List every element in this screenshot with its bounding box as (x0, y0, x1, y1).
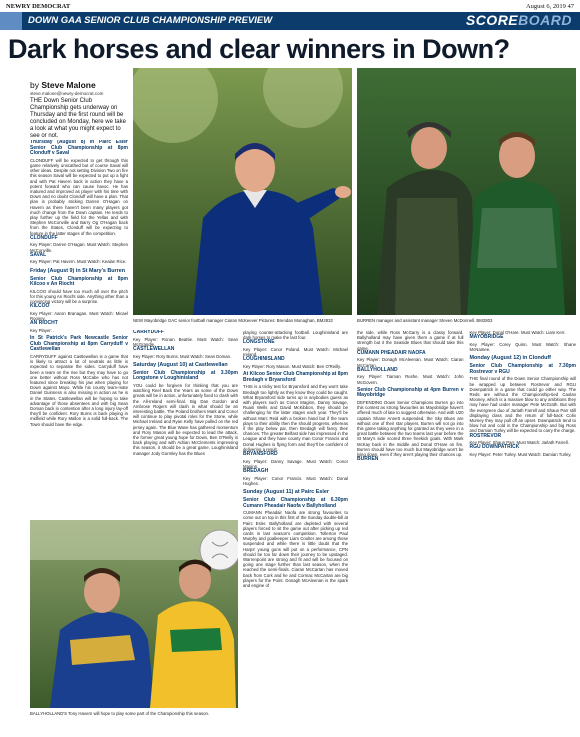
byline: by Steve Malone (30, 80, 96, 90)
team-name: RGU DOWNPATRICK (469, 444, 520, 451)
key-player: Key Player: . (30, 328, 55, 334)
burren-photo-art (357, 68, 576, 315)
article-paragraph: CARRYDUFF against Castlewellan is a game that is likely to attract a lot of neutrals as little is expected to separate the sides. Carryduff have been a team on the rise but they may have to go one better without Ross McCabe who has not featured since breaking his jaw when playing for Down against Mayo. While his county team-mate Daniel Guinness is also missing in action as he is in the States. Castlewellan will be hoping to take advantage of those absentees and with big Sean Doman back in contention after a long injury lay-off they'll be confident. Rory Burns is back playing in midfield while Rory Mallon is a solid full-back. The Town should have the edge. (30, 354, 128, 427)
date-page: August 6, 2019 47 (525, 3, 574, 10)
article-paragraph: playing counter-attacking football. Loughinisland are dark horses to make the last four. (243, 330, 348, 341)
team-name: SAVAL (30, 251, 47, 258)
article-paragraph: YOU could be forgiven for thinking that you are watching Reel Back the Years as some of the Down greats will be in action, unfortunately fixed to clash with the All-Ireland semi-final. Big Dan Gordon and Ambrose Rogers will clash in what should be an interesting battle. The Poland brothers Mark and Conor will continue to play pivotal roles for the Stone, while Michael Ireland and Ryan Kelly have pulled on the red jersey again. The Blue Wave has gathered momentum and Rory Mason will be expected to lead the attack, the former great young hope for Down, Ben O'Reilly is back playing and with Adrian McClements impressing this season, it should be a great game. Loughinisland manager Jody Gormley has the Blues (133, 382, 238, 456)
team-name: KILCOO (30, 303, 50, 310)
photo-caption: NEW Mayobridge GAC senior football manager Ciaran McKeever Pictures: Brendan Monaghan, BM2832 (133, 318, 333, 323)
day-heading: Sunday (August 11) at Pairc Esler (243, 489, 329, 496)
team-name: CASTLEWELLAN (133, 346, 175, 352)
article-paragraph: THE final round of the Down Senior Championship will be wrapped up between Rostrevor and RGU Downpatrick in a game that could go either way. The Reds are without the Championship-tied Caolan Mooney, which is a massive blow to any ambitions they may have had under manager Pete McGrath. But with the evergreen duo of Jarlath Farrell and Shaun Parr still displaying class and the return of full-back Colin Murney they may pull off an upset. Downpatrick tend to blow hot and cold in the Championship and big Ross and Damian Turley will be expected to carry the charge. (469, 376, 576, 434)
column-5 (357, 330, 576, 720)
page-header (0, 0, 580, 12)
fixture-heading: Senior Club Championship at 7.30pm Rostrevor v RGU (469, 363, 576, 375)
fixture-heading: At Kilcoo Senior Club Championship at 8pm Bredagh v Bryansford (243, 371, 348, 383)
photo-burren-managers (357, 68, 576, 315)
article-paragraph: KILCOO should have too much all over the pitch for this young An Riocht side. Anything other than a convincing victory will be a surprise. (30, 288, 128, 305)
fixture-heading: Thursday (August 8) in Pairc Esler Senior Club Championship at 8pm Clonduff v Saval (30, 140, 128, 157)
byline-email: steve.malone@newry-democrat.com (30, 91, 104, 96)
team-name: LONGSTONE (243, 339, 275, 346)
manager-photo-art (133, 68, 352, 315)
key-player: Key Player: Aaron Branagan. Must Watch: Micael Rooney. (30, 311, 128, 322)
team-name: AN RIOCHT (30, 320, 58, 327)
key-player: Key Player: Donal O'Hare. Must Watch: Liam Kerr. (469, 330, 566, 335)
scoreboard-logo: SCOREBOARD (465, 12, 572, 28)
fixture-heading: Senior Club Championship at 6.30pm Cumann Pheadair Naofa v Ballyholland (243, 497, 348, 509)
headline: Dark horses and clear winners in Down? (8, 34, 510, 64)
article-paragraph: DEFENDING Down Senior Champions Burren go into this contest as strong favourites as Mayobridge haven't offered much of late to suggest otherwise. And with U20 captain Shane Annett suspended, the Sky Blues are without one of their star players. Burren will not go into this game taking anything for granted as they were in a great battle between the two teams last year before the St Mary's side scored three freekick goals. With Mark McKay back in the middle and Donal O'Hare on fire, Burren should have too much but Mayobridge won't be lying down, even if they aren't playing their chances up. (357, 400, 464, 458)
band-stripe (0, 12, 22, 30)
team-name: BRYANSFORD (243, 451, 278, 458)
article-paragraph: THIS is a tricky test for Bryansford and they won't take Bredagh too lightly as they know they could be caught. What Bryansford side turns up is anybodies guess as with players such as Conor Maginn, Danny Savage, Ruairi Wells and David McKibbon, they should be challenging for the latter stages each year. They'll be without Marc Reid with a broken hand but if the team plays to their ability then the should progress, whereas if the play below par, then Bredagh will fancy their chances. The greater Belfast side has impressed in the League and they have county man Conor Francis and Donal Hughes is flying form and they'll be confident of delivering a result. (243, 384, 348, 452)
key-player: Key Player: Shaun Parr. Must Watch: Jarlath Farrell. (469, 440, 569, 446)
photo-manager (133, 68, 352, 315)
key-player: Key Player: Rory Burns. Must Watch: Sean Doman. (133, 353, 232, 359)
day-heading: Saturday (August 10) at Castlewellan (133, 361, 228, 368)
column-3 (133, 330, 238, 520)
key-player: Key Player: Darren O'Hagan. Must Watch: Stephen McConville. (30, 242, 128, 253)
day-heading: Friday (August 9) in St Mary's Burren (30, 267, 126, 274)
key-player: Key Player: Pat Havern. Must Watch: Kealan Rice. (30, 259, 127, 265)
key-player: Key Player: Tiarnan Rushe. Must Watch: John McGovern. (357, 374, 464, 385)
key-player: Key Player: Ronan Beattie. Must Watch: Sean McGrandle. (133, 336, 238, 347)
team-name: BREDAGH (243, 468, 269, 475)
team-name: LOUGHINISLAND (243, 356, 285, 363)
photo-caption: BURREN manager and assistant manager Steven McDonnell. BM2803 (357, 318, 493, 323)
key-player: Key Player: Danny Savage. Must Watch: Conor Maginn. (243, 458, 348, 469)
photo-player (30, 520, 238, 708)
fixture-heading: In St Patrick's Park Newcastle Senior Club Championship at 8pm Carryduff v Castlewellan (30, 335, 128, 353)
team-name: ROSTREVOR (469, 432, 502, 439)
fixture-heading: Senior Club Championship at 3.30pm Longstone v Loughinisland (133, 369, 238, 382)
key-player: Key Player: Donagh McAleenan. Must Watch: Ciaran McCartan. (357, 357, 464, 368)
key-player: Key Player: Conor Poland. Must Watch: Michael Ireland. (243, 347, 348, 358)
article-paragraph: CUMANN Pheadair Naofa are strong favourites to come out on top in this first of the Sunday double-bill at Pairc Esler. Ballyholland are depleted with several players forced to sit the game out after picking up red cards in last season's competition. Tollerton Paul Murphy and goalkeeper Liam Coulter are among those suspended and while there is little doubt that the Harps' young guns will put on a performance, CPN should be too far down their journey to be upstaged. Warrenpoint are strong and fit and will be focused on going one stage further than last season, when the reached the semi-finals. Ciaran McCartan has moved back from Cork and he and Cormac McCartan are big players for the Point. Donagh McAleenan is the spark and engine of (243, 510, 348, 589)
fixture-heading: Senior Club Championship at 4pm Burren v Mayobridge (357, 386, 464, 399)
article-paragraph: the side, while Ross McGarry is a classy forward. Ballyholland may have given them a game if at full strength but it the Seaside Blues that should take this game. (357, 330, 464, 351)
key-player: Key Player: Peter Turley. Must Watch: Damian Turley. (469, 452, 572, 458)
kicker: DOWN GAA SENIOR CLUB CHAMPIONSHIP PREVIEW (28, 15, 273, 26)
key-player: Key Player: Conor Francis. Must Watch: Donal Hughes. (243, 475, 348, 486)
team-name: CUMANN PHEADAIR NAOFA (357, 349, 426, 356)
article-paragraph: CLONDUFF will be expected to get through this game relatively unscathed but of course Saval will other ideas. Despite not setting Division Two on fire this season Saval will be expected to put up a fight and with Pat Havern back in action they have a potent forward who can cause havoc. He has matured and improved as player with his time with Down and no doubt Clonduff will have a plan. That plan is probably sticking Darren O'Hagan on Havern as there haven't been many players got much change from the Down captain. He tends to play further up the field for the Yellas and with Stephen McConville and Barry Og O'Hagan back from the States, Clonduff will be expecting to feature in the latter stages of the competition. (30, 157, 128, 236)
fixture-heading: Senior Club Championship at 8pm Kilcoo v An Riocht (30, 275, 128, 288)
key-player: Key Player: Corey Quinn. Must Watch: Shane McNamee. (469, 341, 576, 352)
team-name: BALLYHOLLAND (357, 366, 398, 373)
column-4 (243, 330, 348, 715)
team-name: BURREN (357, 456, 379, 463)
day-heading: Monday (August 12) in Clonduff (469, 355, 551, 362)
team-name: CLONDUFF (30, 234, 58, 241)
team-name: MAYOBRIDGE (469, 334, 504, 341)
player-photo-art (30, 520, 238, 708)
photo-caption: BALLYHOLLAND'S Tony Havern will hope to play some part of the Championship this season. (30, 711, 210, 716)
key-player: Key Player: Rory Mason. Must Watch: Ben O'Reilly. (243, 364, 342, 369)
team-name: CARRYDUFF (133, 330, 164, 335)
paper-name: NEWRY DEMOCRAT (6, 3, 71, 10)
lead-paragraph: THE Down Senior Club Championship gets underway on Thursday and the first round will be concluded on Monday, here we take a look at what you might expect to see or not. (30, 98, 126, 139)
section-band (0, 12, 580, 30)
